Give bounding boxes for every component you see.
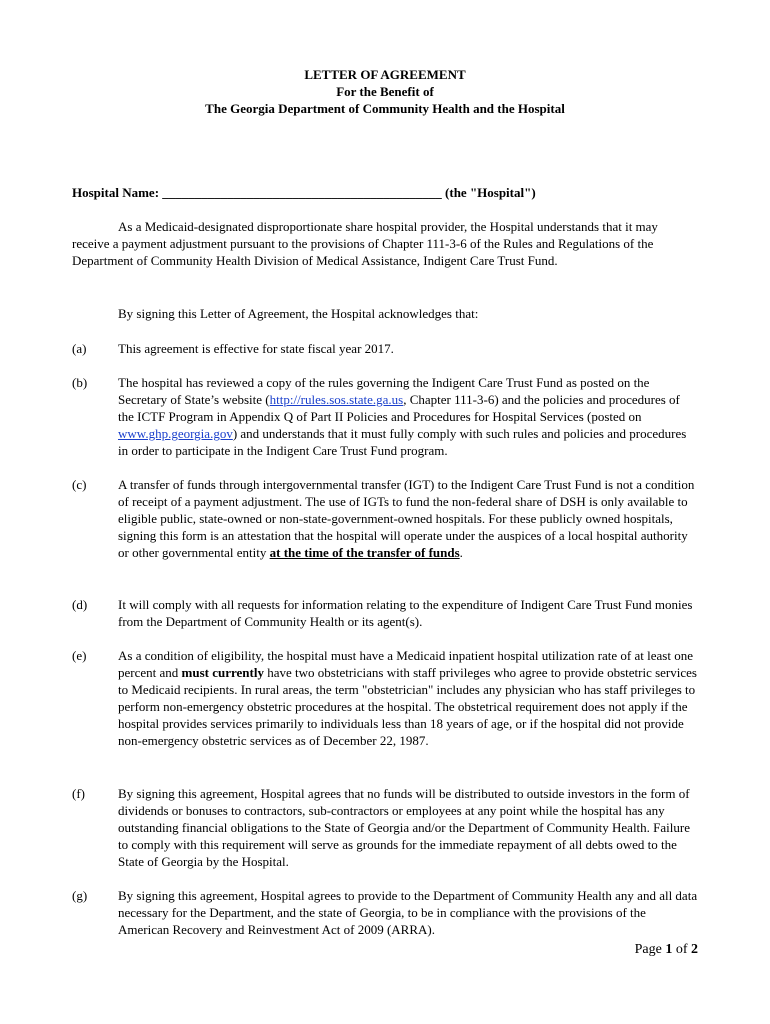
time-of-transfer-emphasis: at the time of the transfer of funds (269, 545, 460, 560)
letter-title (0, 66, 770, 117)
item-a-label: (a) (72, 341, 87, 356)
item-b-text-part: ) and understands that it must fully comply with such rules and policies and procedures in order to participate in the Indigent Care Trust Fund program. (118, 426, 687, 458)
title-line-1: LETTER OF AGREEMENT (304, 67, 466, 82)
hospital-name-line (72, 184, 536, 201)
item-g-text: By signing this agreement, Hospital agrees to provide to the Department of Community Health any and all data necessary for the Department, and the state of Georgia, to be in compliance with the provisions of the American Recovery and Reinvestment Act of 2009 (ARRA). (118, 888, 698, 937)
item-d (72, 596, 698, 630)
must-currently-emphasis: must currently (181, 665, 264, 680)
sos-rules-link[interactable]: http://rules.sos.state.ga.us (269, 392, 404, 407)
page-current: 1 (665, 942, 673, 957)
item-e-text (118, 647, 698, 749)
item-f-label: (f) (72, 786, 85, 801)
item-b-label: (b) (72, 375, 88, 390)
item-f (72, 785, 698, 870)
item-g (72, 887, 698, 938)
title-line-3: The Georgia Department of Community Health and the Hospital (205, 101, 565, 116)
title-line-2: For the Benefit of (336, 84, 434, 99)
item-b-text-part: , Chapter 111-3-6) and the policies and procedures of the ICTF Program in Appendix Q of Part II Policies and Procedures for Hospital Services (posted on (118, 392, 680, 424)
item-c-label: (c) (72, 477, 87, 492)
item-c-text-part: A transfer of funds through intergovernmental transfer (IGT) to the Indigent Care Trust Fund is not a condition of receipt of a payment adjustment. The use of IGTs to fund the non-federal share of DSH is only available to eligible public, state-owned or non-state-government-owned hospitals. For these publicly owned hospitals, signing this form is an attestation that the hospital will operate under the auspices of a local hospital authority or other governmental entity (118, 477, 695, 560)
item-b-text (118, 374, 698, 459)
item-e-text-part: As a condition of eligibility, the hospital must have a Medicaid inpatient hospital utilization rate of at least one percent and (118, 648, 693, 680)
hospital-name-blank: ___________________________________________ (162, 185, 442, 200)
item-d-label: (d) (72, 597, 88, 612)
page-number (635, 941, 698, 958)
item-f-text: By signing this agreement, Hospital agrees that no funds will be distributed to outside investors in the form of dividends or bonuses to contractors, sub-contractors or employees at any point while the hospital has any outstanding financial obligations to the State of Georgia and/or the Department of Community Health. Failure to comply with this requirement will serve as grounds for the immediate repayment of all debts owed to the State of Georgia by the Hospital. (118, 786, 690, 869)
page-of-word: of (675, 942, 688, 957)
intro-paragraph: As a Medicaid-designated disproportionate share hospital provider, the Hospital understands that it may receive a payment adjustment pursuant to the provisions of Chapter 111-3-6 of the Rules and Regulations of the Department of Community Health Division of Medical Assistance, Indigent Care Trust Fund. (72, 219, 658, 268)
item-c-text (118, 476, 698, 561)
item-d-text: It will comply with all requests for information relating to the expenditure of Indigent Care Trust Fund monies from the Department of Community Health or its agent(s). (118, 597, 693, 629)
item-b-text-part: The hospital has reviewed a copy of the rules governing the Indigent Care Trust Fund as posted on the Secretary of State’s website ( (118, 375, 650, 407)
item-a-text: This agreement is effective for state fiscal year 2017. (118, 341, 394, 356)
hospital-name-label: Hospital Name: (72, 185, 160, 200)
item-b (72, 374, 698, 459)
item-c-text-part: . (459, 545, 463, 560)
ghp-georgia-link[interactable]: www.ghp.georgia.gov (118, 426, 233, 441)
item-c (72, 476, 698, 561)
item-a (72, 340, 698, 357)
item-e-text-part: have two obstetricians with staff privileges who agree to provide obstetric services to Medicaid recipients. In rural areas, the term "obstetrician" includes any physician who has staff privileges to perform non-emergency obstetric procedures at the hospital. The obstetrical requirement does not apply if the hospital provides services primarily to individuals less than 18 years of age, or if the hospital did not provide non-emergency obstetric services as of December 22, 1987. (118, 665, 697, 748)
item-e (72, 647, 698, 749)
acknowledge-paragraph: By signing this Letter of Agreement, the Hospital acknowledges that: (118, 306, 479, 321)
hospital-name-suffix: (the "Hospital") (445, 185, 536, 200)
item-g-label: (g) (72, 888, 88, 903)
page-total: 2 (691, 942, 698, 957)
item-e-label: (e) (72, 648, 87, 663)
page-word: Page (634, 942, 662, 957)
